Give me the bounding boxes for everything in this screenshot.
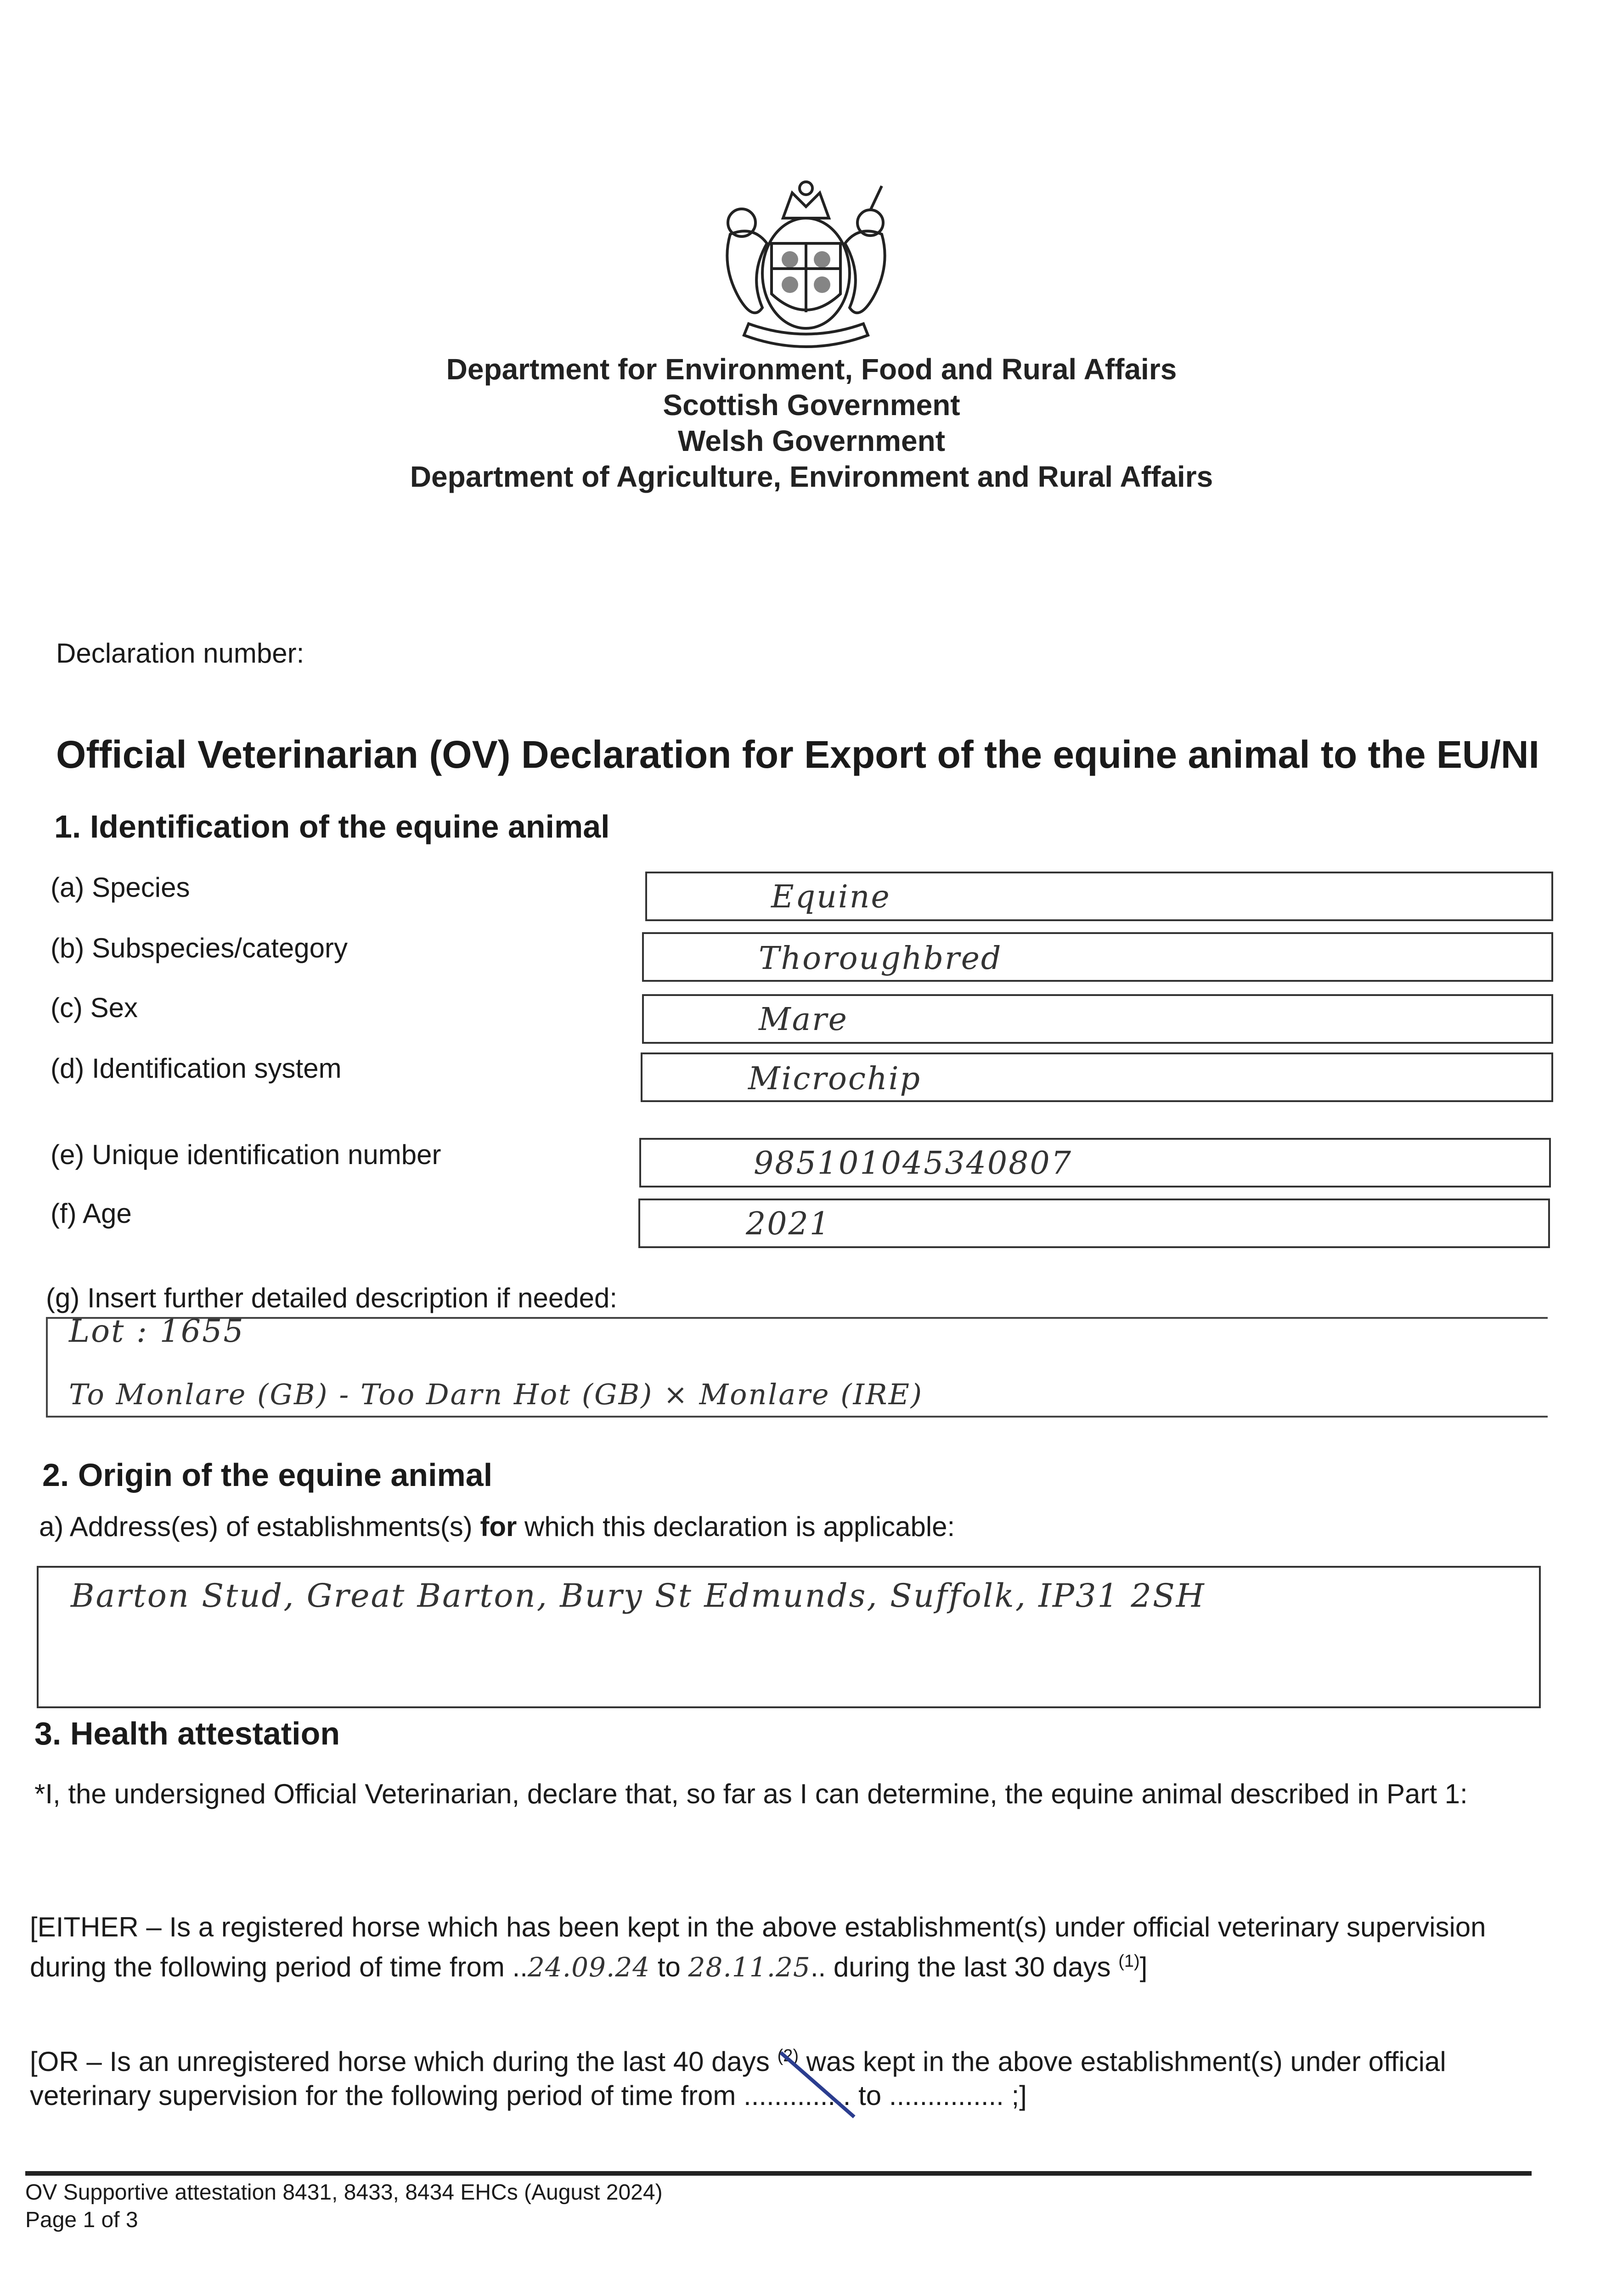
department-scottish-government: Scottish Government (663, 388, 960, 422)
further-description-line-2[interactable]: To Monlare (GB) - Too Darn Hot (GB) × Monlare (IRE) (69, 1378, 924, 1411)
either-to-word: to (657, 1952, 681, 1982)
unique-id-label: (e) Unique identification number (51, 1139, 441, 1170)
unique-id-value: 985101045340807 (754, 1145, 1072, 1182)
either-clause-end: .. during the last 30 days (810, 1952, 1111, 1982)
section-2-heading: 2. Origin of the equine animal (42, 1457, 493, 1493)
address-field[interactable] (37, 1566, 1541, 1708)
age-field[interactable] (638, 1199, 1550, 1248)
department-list (0, 351, 1623, 495)
sex-label: (c) Sex (51, 992, 138, 1023)
either-clause-close: ] (1139, 1952, 1148, 1982)
sex-field[interactable] (642, 994, 1553, 1044)
supervision-to-date[interactable]: 28.11.25 (688, 1952, 811, 1983)
strike-through-mark (772, 2043, 863, 2126)
section-1-heading: 1. Identification of the equine animal (54, 809, 610, 844)
further-description-top-line (46, 1317, 1548, 1319)
footer-rule (25, 2171, 1532, 2176)
department-welsh-government: Welsh Government (677, 424, 946, 457)
subspecies-value: Thoroughbred (759, 940, 1003, 977)
footer (25, 2179, 663, 2234)
unique-id-field[interactable] (639, 1138, 1551, 1187)
department-daera: Department of Agriculture, Environment and Rural Affairs (410, 460, 1213, 493)
subspecies-field[interactable] (642, 932, 1553, 982)
species-field[interactable] (645, 872, 1553, 921)
further-description-label: (g) Insert further detailed description if needed: (46, 1283, 618, 1313)
subspecies-label: (b) Subspecies/category (51, 933, 348, 963)
further-description-bottom-line (46, 1416, 1548, 1418)
address-label-end: which this declaration is applicable: (517, 1511, 955, 1542)
supervision-from-date[interactable]: 24.09.24 (527, 1952, 650, 1983)
footer-document-reference: OV Supportive attestation 8431, 8433, 8434 EHCs (August 2024) (25, 2180, 663, 2205)
age-value: 2021 (746, 1206, 831, 1242)
address-label-start: a) Address(es) of establishments(s) (39, 1511, 480, 1542)
declaration-number-label: Declaration number: (56, 638, 304, 669)
age-label: (f) Age (51, 1198, 132, 1229)
page-number: Page 1 of 3 (25, 2208, 138, 2232)
further-description-line-1[interactable]: Lot : 1655 (69, 1313, 245, 1350)
address-label-bold: for (480, 1511, 517, 1542)
identification-system-field[interactable] (641, 1052, 1553, 1102)
health-attestation-intro: *I, the undersigned Official Veterinarian, declare that, so far as I can determine, the equine animal described in Part 1: (34, 1778, 1468, 1809)
either-clause (30, 1910, 1532, 1984)
page-title: Official Veterinarian (OV) Declaration for Export of the equine animal to the EU/NI (56, 733, 1539, 776)
further-description-left-border (46, 1317, 48, 1416)
department-defra: Department for Environment, Food and Rural Affairs (446, 353, 1177, 386)
identification-system-label: (d) Identification system (51, 1053, 342, 1084)
species-label: (a) Species (51, 872, 190, 903)
species-value: Equine (771, 879, 891, 915)
sex-value: Mare (759, 1002, 848, 1038)
or-clause-text: [OR – Is an unregistered horse which during the last 40 days (30, 2046, 770, 2077)
either-clause-text: [EITHER – Is a registered horse which has been kept in the above establishment(s) under official veterinary supervision during the following period of time from .. (30, 1912, 1486, 1982)
or-clause-end: was kept in the above establishment(s) under official veterinary supervision for the following period of time from .............. to ............... ;] (30, 2046, 1446, 2111)
address-label (39, 1511, 955, 1542)
section-3-heading: 3. Health attestation (34, 1716, 340, 1751)
identification-system-value: Microchip (748, 1061, 922, 1097)
footnote-1-ref: (1) (1118, 1952, 1140, 1971)
royal-coat-of-arms-icon (703, 174, 909, 358)
footnote-2-ref: (2) (777, 2046, 799, 2065)
address-value: Barton Stud, Great Barton, Bury St Edmunds, Suffolk, IP31 2SH (71, 1577, 1206, 1615)
